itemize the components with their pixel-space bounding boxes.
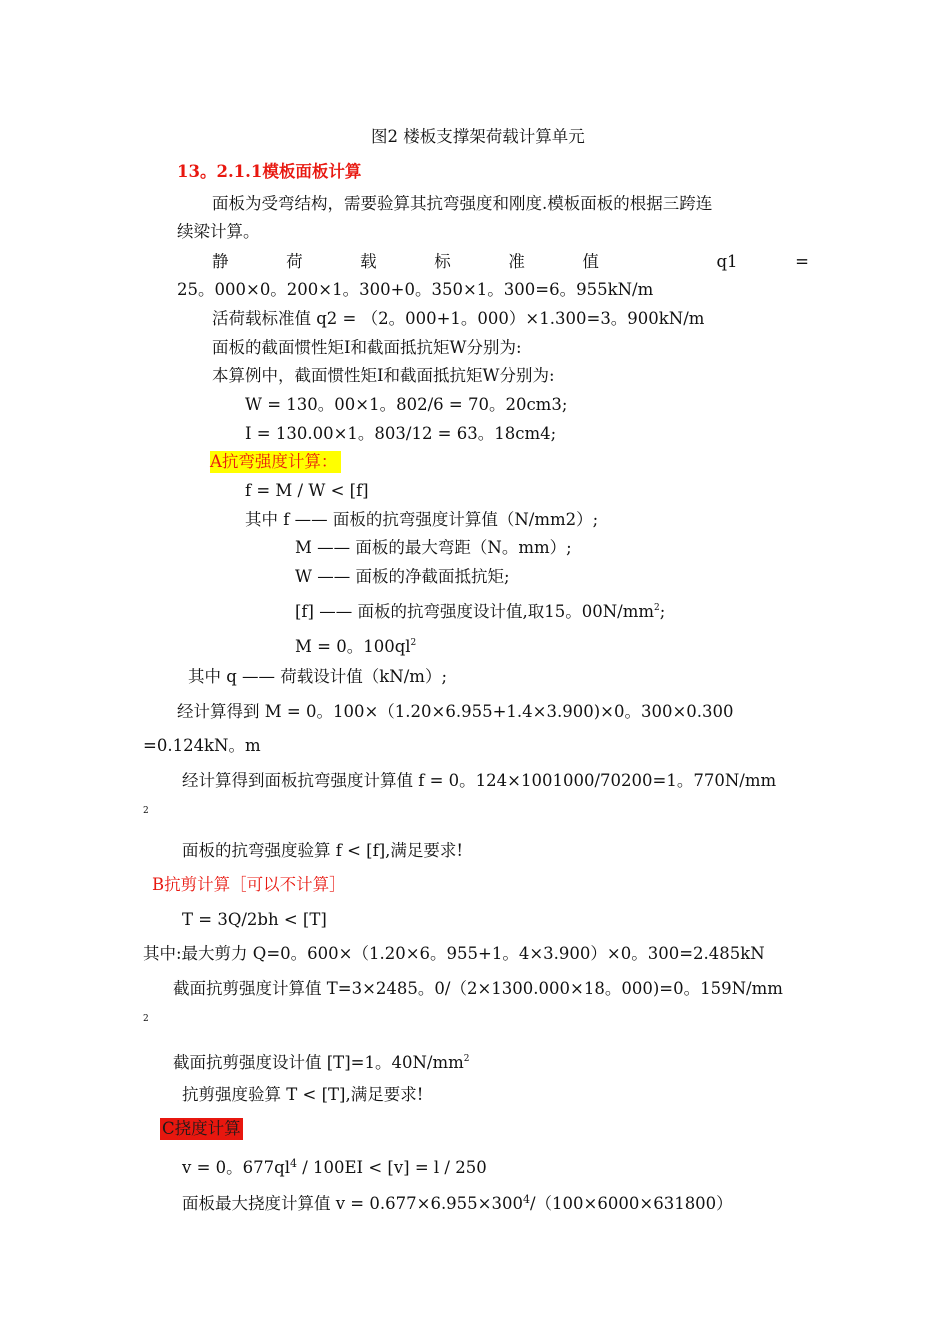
- part-a-where-allow: [295, 597, 665, 623]
- m-formula-text: M = 0。100ql: [295, 637, 411, 656]
- w-formula: W = 130。00×1。802/6 = 70。20cm3;: [245, 395, 568, 414]
- c-calc-post: /（100×6000×631800）: [530, 1194, 733, 1213]
- m-formula-superscript: 2: [410, 638, 417, 648]
- static-load-char: 载: [360, 252, 377, 271]
- part-b-heading: B抗剪计算［可以不计算］: [152, 875, 346, 894]
- part-b-calc-t-sup: 2: [143, 1014, 149, 1024]
- static-load-char: 标: [434, 252, 451, 271]
- static-load-char: q1: [716, 252, 738, 271]
- static-load-char: 静: [212, 252, 229, 271]
- static-load-char: 准: [508, 252, 525, 271]
- static-load-label: [212, 251, 809, 273]
- part-c-calc: [182, 1189, 733, 1215]
- intro-line-1: 面板为受弯结构，需要验算其抗弯强度和刚度.模板面板的根据三跨连: [212, 194, 713, 213]
- part-c-heading: C挠度计算: [162, 1119, 241, 1138]
- c-formula-superscript: 4: [289, 1157, 297, 1170]
- part-b-calc-t-1: 截面抗剪强度计算值 T=3×2485。0/（2×1300.000×18。000)=0。159N/mm: [173, 979, 783, 998]
- part-a-calc-f-sup: 2: [143, 806, 149, 816]
- c-formula-pre: v = 0。677ql: [182, 1158, 290, 1177]
- part-a-heading: A抗弯强度计算：: [210, 451, 341, 473]
- part-a-where-q: 其中 q —— 荷载设计值（kN/m）;: [188, 667, 447, 686]
- section-heading: 13。2.1.1模板面板计算: [177, 162, 362, 181]
- part-a-where-m: M —— 面板的最大弯距（N。mm）;: [295, 538, 572, 557]
- part-a-m-formula: [295, 632, 416, 658]
- part-a-where-f: 其中 f —— 面板的抗弯强度计算值（N/mm2）;: [245, 510, 599, 529]
- part-b-shear-force: 其中:最大剪力 Q=0。600×（1.20×6。955+1。4×3.900）×0。300=2.485kN: [143, 944, 765, 963]
- allow-end: ;: [659, 602, 666, 621]
- design-value-superscript: 2: [463, 1054, 470, 1064]
- design-value-text: 截面抗剪强度设计值 [T]=1。40N/mm: [173, 1053, 464, 1072]
- part-a-formula: f = M / W < [f]: [245, 481, 369, 500]
- c-formula-post: / 100EI < [v] = l / 250: [296, 1158, 487, 1177]
- intro-line-2: 续梁计算。: [177, 222, 260, 241]
- allow-superscript: 2: [654, 603, 660, 613]
- part-a-calc-f-1: 经计算得到面板抗弯强度计算值 f = 0。124×1001000/70200=1。770N/mm: [182, 771, 777, 790]
- static-load-char: 值: [582, 252, 599, 271]
- part-a-check: 面板的抗弯强度验算 f < [f],满足要求!: [182, 841, 464, 860]
- part-a-where-w: W —— 面板的净截面抵抗矩;: [295, 567, 510, 586]
- figure-caption: 图2 楼板支撑架荷载计算单元: [371, 127, 585, 146]
- allow-text: [f] —— 面板的抗弯强度设计值,取15。00N/mm: [295, 602, 654, 621]
- inertia-example: 本算例中，截面惯性矩I和截面抵抗矩W分别为:: [212, 366, 555, 385]
- c-calc-superscript: 4: [523, 1193, 530, 1206]
- inertia-intro: 面板的截面惯性矩I和截面抵抗矩W分别为:: [212, 338, 522, 357]
- i-formula: I = 130.00×1。803/12 = 63。18cm4;: [245, 424, 557, 443]
- part-b-formula: T = 3Q/2bh < [T]: [182, 910, 327, 929]
- static-load-value: 25。000×0。200×1。300+0。350×1。300=6。955kN/m: [177, 280, 654, 299]
- c-calc-pre: 面板最大挠度计算值 v = 0.677×6.955×300: [182, 1194, 523, 1213]
- live-load: 活荷载标准值 q2 = （2。000+1。000）×1.300=3。900kN/m: [212, 309, 705, 328]
- part-a-calc-m-1: 经计算得到 M = 0。100×（1.20×6.955+1.4×3.900)×0。300×0.300: [177, 702, 734, 721]
- part-b-design-value: [173, 1048, 469, 1074]
- part-a-calc-m-2: =0.124kN。m: [143, 736, 261, 755]
- static-load-char: 荷: [286, 252, 303, 271]
- static-load-char: =: [795, 252, 809, 271]
- part-b-check: 抗剪强度验算 T < [T],满足要求!: [182, 1085, 424, 1104]
- part-c-formula: [182, 1153, 487, 1179]
